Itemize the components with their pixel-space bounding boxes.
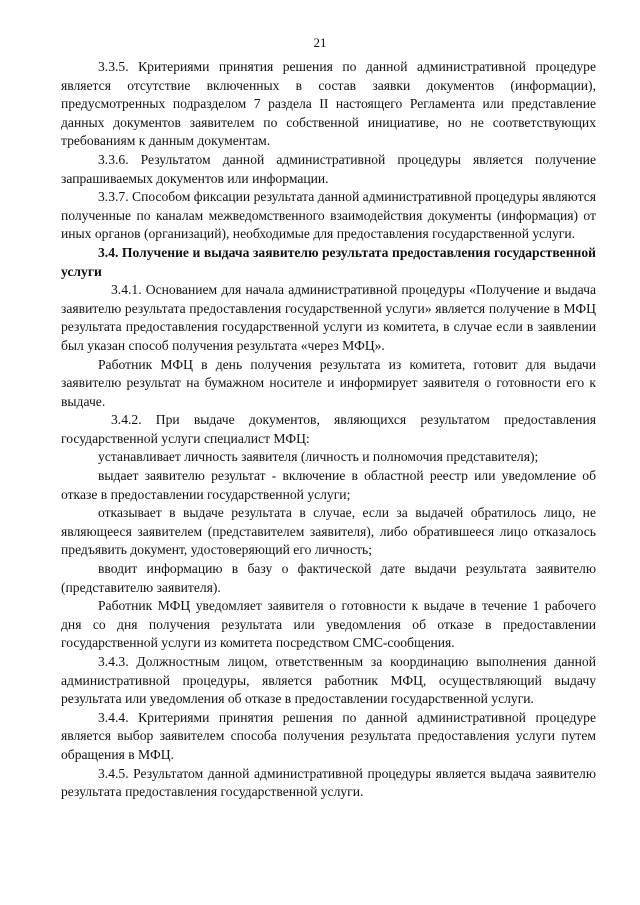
- list-item-establishes: устанавливает личность заявителя (личность и полномочия представителя);: [98, 449, 539, 465]
- list-item-issues: выдает заявителю результат - включение в областной реестр или уведомление об отказе в предоставлении государственной услуги;: [61, 468, 596, 502]
- paragraph-worker-mfc: Работник МФЦ в день получения результата из комитета, готовит для выдачи заявителю результат на бумажном носителе и информирует заявителя о готовности его к выдаче.: [61, 356, 596, 409]
- paragraph-3-4-3: 3.4.3. Должностным лицом, ответственным за координацию выполнения данной административной процедуры, является работник МФЦ, осуществляющий выдачу результата или уведомления об отказе в предоставлении государственной услуги.: [61, 654, 596, 707]
- list-item-enters: вводит информацию в базу о фактической дате выдачи результата заявителю (представителю заявителя).: [61, 561, 596, 595]
- paragraph-3-4-5: 3.4.5. Результатом данной административной процедуры является выдача заявителю результата предоставления государственной услуги.: [61, 765, 596, 800]
- paragraph-3-3-6: 3.3.6. Результатом данной административной процедуры является получение запрашиваемых документов или информации.: [61, 151, 596, 186]
- paragraph-notifies: Работник МФЦ уведомляет заявителя о готовности к выдаче в течение 1 рабочего дня со дня получения результата или уведомления об отказе в предоставлении государственной услуги из комитета посредством СМС-сообщения.: [61, 598, 596, 651]
- paragraph-3-4-2: 3.4.2. При выдаче документов, являющихся результатом предоставления государственной услуги специалист МФЦ:: [61, 412, 596, 446]
- document-body: [61, 58, 596, 802]
- paragraph-3-4-4: 3.4.4. Критериями принятия решения по данной административной процедуре является выбор заявителем способа получения результата предоставления услуги путем обращения в МФЦ.: [61, 709, 596, 762]
- paragraph-3-3-7: 3.3.7. Способом фиксации результата данной административной процедуры являются полученные по каналам межведомственного взаимодействия документы (информация) от иных органов (организаций), необходимые для предоставления государственной услуги.: [61, 189, 596, 242]
- paragraph-3-4-1: 3.4.1. Основанием для начала административной процедуры «Получение и выдача заявителю результата предоставления государственной услуги» является получение в МФЦ результата предоставления государственной услуги из комитета, в случае если в заявлении был указан способ получения результата «через МФЦ».: [61, 282, 596, 353]
- paragraph-3-3-5: 3.3.5. Критериями принятия решения по данной административной процедуре является отсутствие включенных в состав заявки документов (информации), предусмотренных подразделом 7 раздела II настоящего Регламента или представление данных документов заявителем по собственной инициативе, но не соответствующих требованиям к данным документам.: [61, 59, 596, 149]
- section-heading-3-4: 3.4. Получение и выдача заявителю результата предоставления государственной услуги: [61, 244, 596, 279]
- page-number: 21: [313, 35, 327, 50]
- list-item-refuses: отказывает в выдаче результата в случае, если за выдачей обратилось лицо, не являющееся заявителем (представителем заявителя), либо обратившееся лицо отказалось предъявить документ, удостоверяющий его личность;: [61, 505, 596, 558]
